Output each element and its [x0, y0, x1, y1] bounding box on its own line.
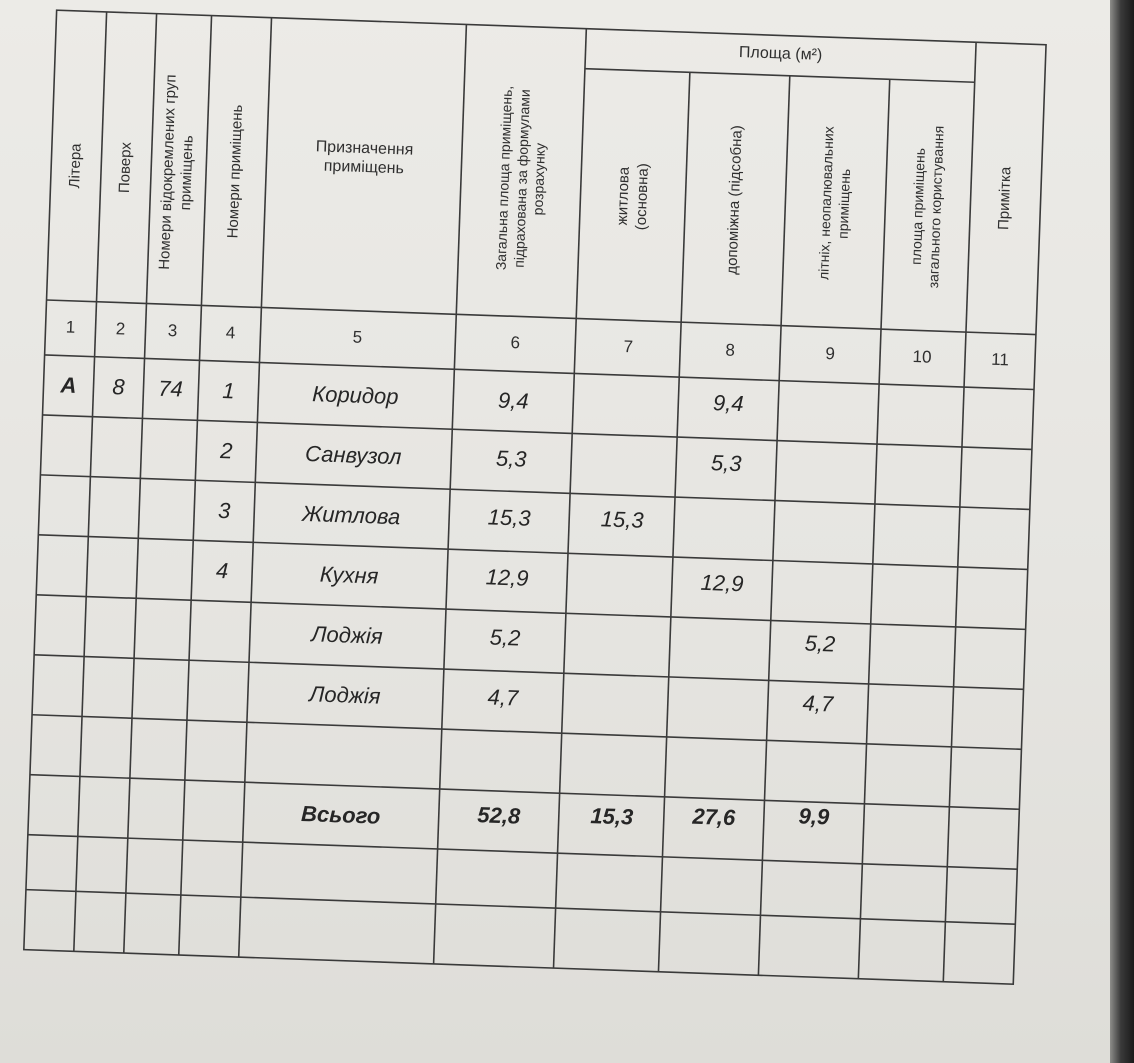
totals-total: 52,8 — [476, 802, 521, 829]
row1-auxiliary: 9,4 — [712, 390, 745, 417]
row6-purpose: Лоджія — [308, 681, 381, 709]
totals-living: 15,3 — [590, 803, 634, 830]
header-living — [614, 162, 654, 230]
area-table — [17, 0, 1051, 1034]
row5-purpose: Лоджія — [310, 621, 384, 649]
colnum-11: 11 — [990, 349, 1010, 370]
row3-living: 15,3 — [600, 506, 645, 533]
colnum-1: 1 — [65, 317, 76, 337]
colnum-7: 7 — [623, 336, 634, 357]
header-purpose — [266, 136, 462, 181]
totals-summer: 9,9 — [798, 803, 830, 830]
row3-total: 15,3 — [487, 504, 532, 531]
row4-total: 12,9 — [485, 564, 529, 591]
colnum-8: 8 — [725, 340, 736, 360]
row3-purpose: Житлова — [301, 500, 401, 530]
colnum-2: 2 — [115, 319, 126, 339]
row2-room: 2 — [219, 437, 233, 464]
row1-group: 74 — [157, 375, 184, 402]
totals-auxiliary: 27,6 — [692, 803, 736, 831]
row3-room: 3 — [217, 497, 231, 524]
header-common-area-line2: загального користування — [924, 125, 947, 289]
page-edge-shadow — [1110, 0, 1134, 1063]
row2-total: 5,3 — [495, 445, 527, 472]
header-summer-line2: приміщень — [834, 168, 853, 240]
row1-purpose: Коридор — [311, 381, 399, 410]
colnum-4: 4 — [225, 323, 236, 343]
header-total-area-line1: Загальна площа приміщень, — [492, 85, 516, 271]
header-living-line1: житлова — [613, 166, 633, 226]
row1-litera: А — [60, 372, 77, 398]
row2-auxiliary: 5,3 — [710, 450, 742, 477]
header-group-numbers-line1: Номери відокремлених груп — [155, 74, 180, 271]
row4-auxiliary: 12,9 — [700, 569, 744, 597]
header-total-area — [493, 85, 552, 271]
colnum-9: 9 — [825, 344, 836, 364]
row6-summer: 4,7 — [802, 690, 834, 717]
header-group-numbers — [156, 74, 200, 271]
header-total-area-line3: розрахунку — [529, 142, 549, 216]
row5-summer: 5,2 — [804, 630, 836, 657]
header-common-area-line1: площа приміщень — [907, 147, 928, 266]
row2-purpose: Санвузол — [304, 440, 402, 470]
row6-total: 4,7 — [487, 684, 519, 711]
header-room-numbers: Номери приміщень — [224, 104, 247, 239]
totals-label: Всього — [300, 801, 381, 829]
header-area-group: Площа (м²) — [738, 44, 823, 64]
header-living-line2: (основна) — [632, 162, 652, 231]
row4-purpose: Кухня — [319, 561, 379, 589]
colnum-3: 3 — [167, 321, 178, 341]
row1-room: 1 — [221, 377, 236, 404]
header-total-area-line2: підрахована за формулами — [510, 88, 533, 269]
header-note: Примітка — [995, 166, 1015, 231]
header-auxiliary: допоміжна (підсобна) — [723, 124, 746, 275]
row1-total: 9,4 — [497, 387, 530, 414]
header-purpose-line2: приміщень — [323, 157, 405, 178]
header-summer — [815, 126, 855, 281]
row5-total: 5,2 — [489, 624, 521, 651]
colnum-5: 5 — [352, 327, 363, 347]
header-common-area — [907, 125, 948, 289]
header-floor: Поверх — [115, 141, 135, 194]
header-litera: Літера — [66, 143, 85, 189]
header-summer-line1: літніх, неопалювальних — [815, 126, 837, 281]
header-purpose-line1: Призначення — [315, 138, 414, 159]
row4-room: 4 — [215, 557, 229, 584]
header-group-numbers-line2: приміщень — [176, 134, 197, 211]
colnum-6: 6 — [510, 333, 521, 353]
row1-floor: 8 — [111, 374, 126, 400]
colnum-10: 10 — [912, 347, 932, 367]
